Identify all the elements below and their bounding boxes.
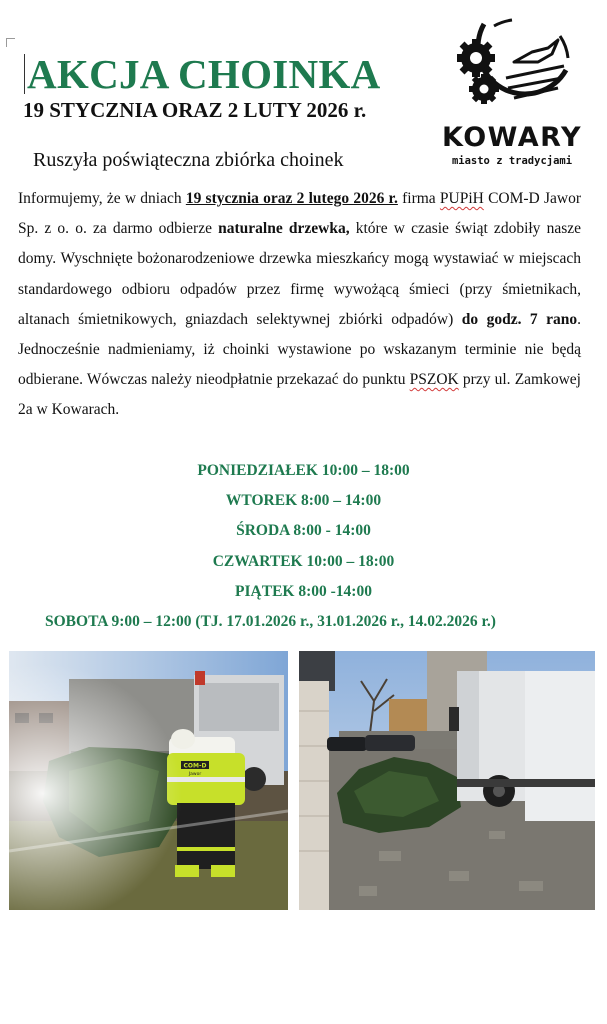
body-text-5: . Jednocześnie nadmieniamy, iż choinki wystawione po wskazanym terminie nie będą odbierane. Wówczas należy nieodpłatnie przekazać do punktu [18,310,582,389]
pszok-spellcheck: PSZOK [409,371,459,389]
hours-thursday: CZWARTEK 10:00 – 18:00 [212,552,395,570]
hours-saturday: SOBOTA 9:00 – 12:00 (TJ. 17.01.2026 r., 31.01.2026 r., 14.02.2026 r.) [45,612,496,630]
body-text-3: COM-D Jawor Sp. z o. o. za darmo odbierze [18,190,581,238]
text-cursor [24,54,25,94]
page-corner-mark [6,38,15,47]
photo-tree-beside-truck [299,651,595,910]
announcement-body [18,184,581,426]
hours-tuesday: WTOREK 8:00 – 14:00 [225,492,382,510]
opening-hours-list [0,456,607,637]
photo-worker-loading-tree [9,651,288,910]
body-text-6: przy ul. Zamkowej 2a w Kowarach. [18,371,581,419]
logo-tagline: miasto z tradycjami [451,155,573,167]
hours-wednesday: ŚRODA 8:00 - 14:00 [236,522,371,540]
hours-friday: PIĄTEK 8:00 -14:00 [235,582,372,600]
natural-trees-emphasis: naturalne drzewka, [218,220,350,238]
body-text-2: firma [397,190,440,207]
lead-sentence: Ruszyła poświąteczna zbiórka choinek [33,149,344,171]
collection-dates: 19 STYCZNIA ORAZ 2 LUTY 2026 r. [23,98,367,122]
hours-monday: PONIEDZIAŁEK 10:00 – 18:00 [197,462,410,479]
deadline-emphasis: do godz. 7 rano [461,310,578,328]
logo-city-name: KOWARY [442,122,582,153]
company-name-spellcheck: PUPiH [439,190,484,207]
page-title: AKCJA CHOINKA [27,51,381,97]
kowary-logo [424,18,600,170]
kowary-coat-of-arms-icon [454,18,570,114]
collection-dates-inline: 19 stycznia oraz 2 lutego 2026 r. [185,190,398,207]
body-text-4: które w czasie świąt zdobiły nasze domy. Wyschnięte bożonarodzeniowe drzewka mieszkańcy mogą wystawiać w miejscach standardowego odbioru odpadów przez firmę wywożącą śmieci (przy śmietnikach, altanach śmietnikowych, gniazdach selektywnej zbiórki odpadów) [18,220,581,328]
body-text-1: Informujemy, że w dniach [18,190,186,207]
